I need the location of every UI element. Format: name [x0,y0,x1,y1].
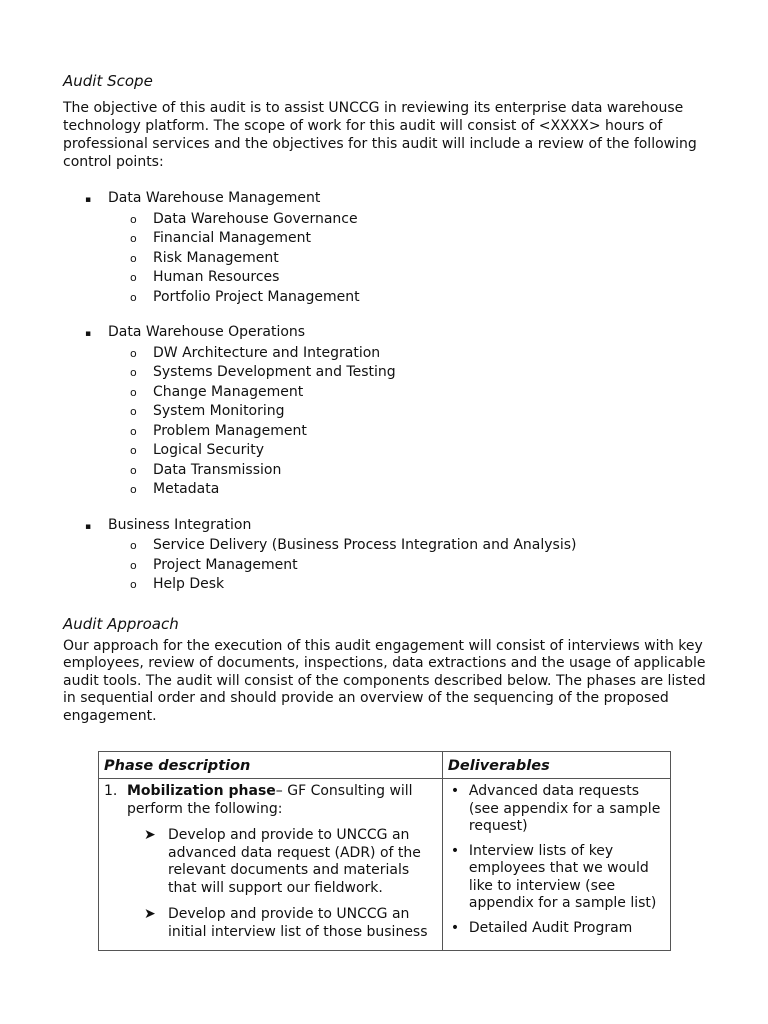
phase-intro-text [127,783,437,818]
circle-bullet-icon: o [130,578,137,591]
phase-table [98,751,671,951]
deliverable-text: Interview lists of key employees that we would like to interview (see appendix for a sample list) [468,842,657,911]
control-point-group [63,516,713,595]
audit-approach-heading: Audit Approach [63,614,179,633]
arrow-bullet-icon: ➤ [144,906,156,922]
list-item [448,843,665,913]
sub-item-label: Financial Management [153,230,311,246]
circle-bullet-icon: o [130,271,137,284]
list-item [63,288,713,308]
list-item [63,189,713,210]
group-label: Business Integration [108,516,252,533]
sub-item-label: System Monitoring [153,403,285,419]
circle-bullet-icon: o [130,346,137,360]
sub-item-label: DW Architecture and Integration [153,344,381,361]
phase-title: Mobilization phase [127,783,276,799]
circle-bullet-icon: o [130,212,137,226]
sub-item-label: Logical Security [153,442,265,458]
arrow-bullet-icon: ➤ [144,827,156,843]
sub-item-label: Help Desk [153,576,225,592]
control-point-group [63,189,713,307]
dot-bullet-icon: • [450,842,460,859]
audit-scope-paragraph: The objective of this audit is to assist UNCCG in reviewing its enterprise data warehouse technology platform. The scope of work for this audit will consist of <XXXX> hours of professional services and the objectives for this audit will include a review of the following control points: [63,100,697,170]
list-item [63,461,713,481]
sub-item-label: Service Delivery (Business Process Integration and Analysis) [153,537,577,553]
list-item [63,363,713,383]
circle-bullet-icon: o [130,232,137,245]
square-bullet-icon: ▪ [85,195,92,205]
list-item [448,783,665,836]
sub-item-label: Human Resources [153,269,280,285]
deliverable-text: Advanced data requests (see appendix for a sample request) [468,783,661,834]
list-item [63,402,713,422]
sub-item-label: Portfolio Project Management [153,288,360,305]
circle-bullet-icon: o [130,366,137,379]
list-item [63,344,713,364]
list-item [63,383,713,403]
circle-bullet-icon: o [130,483,137,496]
group-label: Data Warehouse Management [108,190,321,206]
document-page [63,72,713,725]
deliverables-header: Deliverables [442,752,670,779]
list-item [63,422,713,442]
table-header-row [99,752,671,779]
phase-description-cell [99,779,443,951]
circle-bullet-icon: o [130,405,137,418]
sub-item-label: Data Warehouse Governance [153,210,358,227]
circle-bullet-icon: o [130,424,137,438]
sub-item-label: Metadata [153,481,220,497]
control-point-group [63,323,713,500]
sub-item-label: Change Management [153,383,304,400]
circle-bullet-icon: o [130,385,137,399]
sub-item-label: Systems Development and Testing [153,364,396,380]
phase-intro-rest: – GF Consulting will perform the following: [127,783,413,817]
list-item [63,556,713,576]
phase-intro [104,783,437,818]
list-item [63,249,713,269]
phase-steps-list [104,827,437,941]
list-item [63,268,713,288]
phase-step-text: Develop and provide to UNCCG an initial interview list of those business [168,906,428,940]
list-item [63,480,713,500]
phase-step-text: Develop and provide to UNCCG an advanced data request (ADR) of the relevant documents and materials that will support our fieldwork. [168,827,421,896]
dot-bullet-icon: • [450,783,460,799]
square-bullet-icon: ▪ [85,521,92,532]
audit-scope-heading: Audit Scope [63,72,153,90]
square-bullet-icon: ▪ [85,329,92,339]
circle-bullet-icon: o [130,444,137,457]
list-item [104,827,437,897]
list-item [63,575,713,595]
list-item [63,536,713,556]
list-item [104,906,437,941]
audit-approach-paragraph: Our approach for the execution of this audit engagement will consist of interviews with key employees, review of documents, inspections, data extractions and the usage of applicable audit tools. The audit will consist of the components described below. The phases are listed in sequential order and should provide an overview of the sequencing of the proposed engagement. [63,637,706,724]
sub-item-label: Problem Management [153,422,307,439]
circle-bullet-icon: o [130,463,137,477]
control-points-list [63,189,713,595]
sub-item-label: Risk Management [153,249,279,266]
sub-item-label: Data Transmission [153,461,282,478]
deliverables-cell [442,779,670,951]
phase-description-header: Phase description [99,752,443,779]
deliverable-text: Detailed Audit Program [468,919,633,936]
list-item [63,441,713,461]
phase-number: 1. [104,783,118,799]
circle-bullet-icon: o [130,539,137,552]
list-item [448,920,665,938]
circle-bullet-icon: o [130,558,137,572]
dot-bullet-icon: • [450,919,460,936]
sub-item-label: Project Management [153,556,298,573]
circle-bullet-icon: o [130,290,137,304]
table-row [99,779,671,951]
list-item [63,229,713,249]
list-item [63,323,713,344]
list-item [63,516,713,537]
list-item [63,210,713,230]
circle-bullet-icon: o [130,251,137,265]
group-label: Data Warehouse Operations [108,324,306,340]
